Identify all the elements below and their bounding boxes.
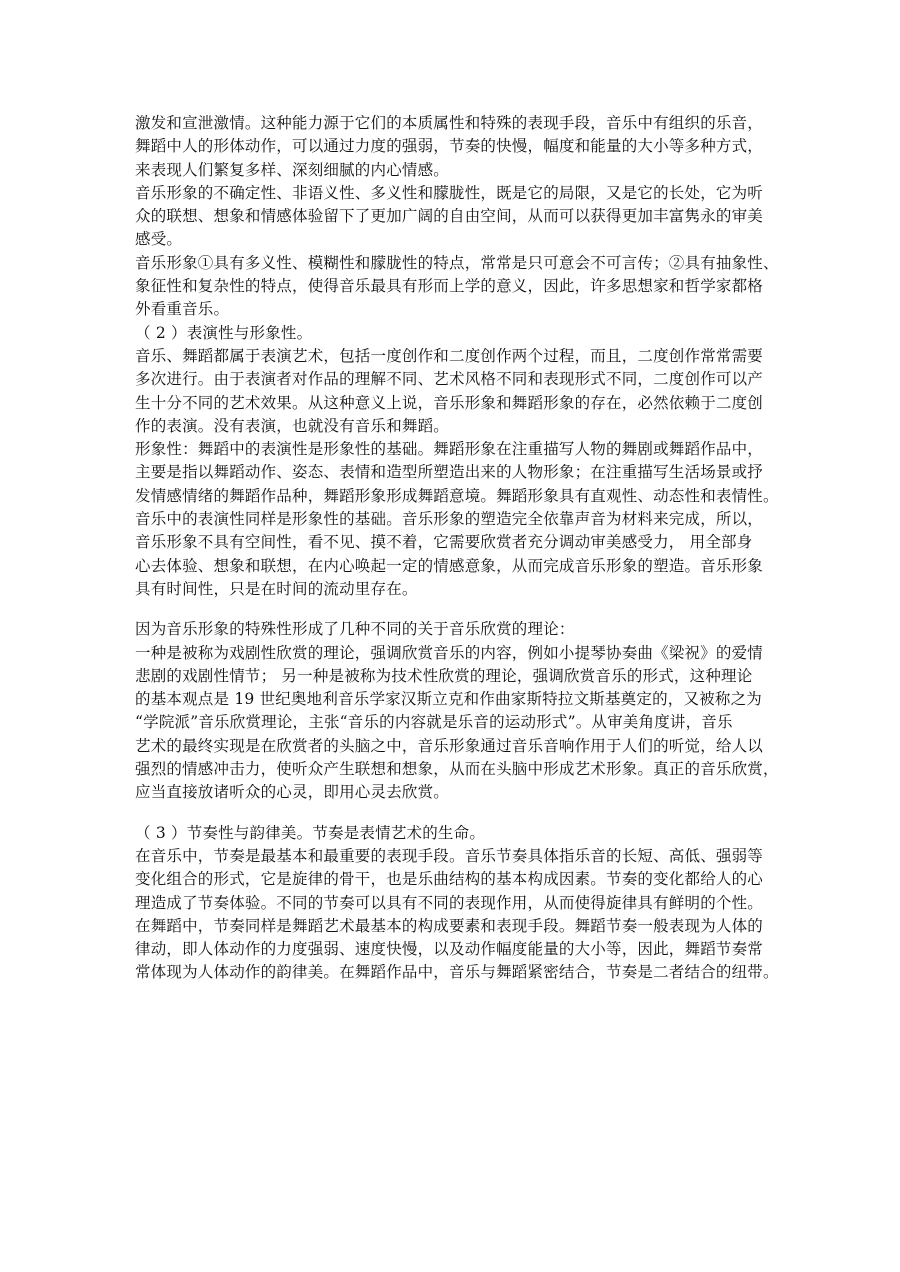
text-line: 生十分不同的艺术效果。从这种意义上说，音乐形象和舞蹈形象的存在，必然依赖于二度创 (135, 393, 764, 412)
text-line: 音乐形象不具有空间性，看不见、摸不着，它需要欣赏者充分调动审美感受力， 用全部身 (135, 533, 753, 552)
text-line: 音乐形象①具有多义性、模糊性和朦胧性的特点，常常是只可意会不可言传；②具有抽象性、 (135, 253, 779, 272)
text-line: 在音乐中，节奏是最基本和最重要的表现手段。音乐节奏具体指乐音的长短、高低、强弱等 (135, 846, 764, 865)
text-line: 一种是被称为戏剧性欣赏的理论，强调欣赏音乐的内容，例如小提琴协奏曲《梁祝》的爱情 (135, 643, 764, 662)
text-line: 作的表演。没有表演，也就没有音乐和舞蹈。 (135, 416, 450, 435)
text-line: 众的联想、想象和情感体验留下了更加广阔的自由空间，从而可以获得更加丰富隽永的审美 (135, 207, 764, 226)
text-line: 多次进行。由于表演者对作品的理解不同、艺术风格不同和表现形式不同，二度创作可以产 (135, 370, 764, 389)
text-line: 感受。 (135, 230, 183, 249)
paragraph-spacer (135, 601, 765, 618)
text-line: 激发和宣泄激情。这种能力源于它们的本质属性和特殊的表现手段，音乐中有组织的乐音， (135, 114, 764, 132)
text-line: 在舞蹈中，节奏同样是舞蹈艺术最基本的构成要素和表现手段。舞蹈节奏一般表现为人体的 (135, 916, 764, 935)
text-line: 音乐中的表演性同样是形象性的基础。音乐形象的塑造完全依靠声音为材料来完成，所以， (135, 510, 764, 529)
text-line: 的基本观点是 19 世纪奥地利音乐学家汉斯立克和作曲家斯特拉文斯基奠定的，又被称之为 (135, 690, 762, 709)
text-line: 来表现人们繁复多样、深刻细腻的内心情感。 (135, 160, 450, 179)
paragraph-spacer (135, 805, 765, 822)
text-line: 象征性和复杂性的特点，使得音乐最具有形而上学的意义，因此，许多思想家和哲学家都格 (135, 277, 764, 296)
text-line: 艺术的最终实现是在欣赏者的头脑之中，音乐形象通过音乐音响作用于人们的听觉，给人以 (135, 736, 764, 755)
text-line: 强烈的情感冲击力，使听众产生联想和想象，从而在头脑中形成艺术形象。真正的音乐欣赏， (135, 760, 779, 779)
text-line: 发情感情绪的舞蹈作品种，舞蹈形象形成舞蹈意境。舞蹈形象具有直观性、动态性和表情性。 (135, 486, 779, 505)
text-line: 形象性：舞蹈中的表演性是形象性的基础。舞蹈形象在注重描写人物的舞剧或舞蹈作品中， (135, 440, 764, 459)
text-line: 具有时间性，只是在时间的流动里存在。 (135, 579, 418, 598)
text-line: 主要是指以舞蹈动作、姿态、表情和造型所塑造出来的人物形象；在注重描写生活场景或抒 (135, 463, 764, 482)
text-line: 心去体验、想象和联想，在内心唤起一定的情感意象，从而完成音乐形象的塑造。音乐形象 (135, 556, 764, 575)
text-line: “学院派”音乐欣赏理论，主张“音乐的内容就是乐音的运动形式”。从审美角度讲，音乐 (135, 713, 733, 732)
paragraph-group-3 (135, 822, 779, 985)
text-line: 律动，即人体动作的力度强弱、速度快慢，以及动作幅度能量的大小等，因此，舞蹈节奏常 (135, 940, 764, 959)
paragraph-group-2 (135, 618, 779, 804)
paragraph-group-1 (135, 112, 779, 601)
text-line: 因为音乐形象的特殊性形成了几种不同的关于音乐欣赏的理论： (135, 620, 575, 639)
text-line: 理造成了节奏体验。不同的节奏可以具有不同的表现作用，从而使得旋律具有鲜明的个性。 (135, 893, 764, 912)
text-line: 悲剧的戏剧性情节； 另一种是被称为技术性欣赏的理论，强调欣赏音乐的形式，这种理论 (135, 666, 753, 685)
text-line: 舞蹈中人的形体动作，可以通过力度的强弱，节奏的快慢，幅度和能量的大小等多种方式， (135, 137, 764, 156)
text-line: 常体现为人体动作的韵律美。在舞蹈作品中，音乐与舞蹈紧密结合，节奏是二者结合的纽带。 (135, 963, 779, 982)
text-line: 应当直接放诸听众的心灵，即用心灵去欣赏。 (135, 783, 450, 802)
text-line: 音乐、舞蹈都属于表演艺术，包括一度创作和二度创作两个过程，而且，二度创作常常需要 (135, 346, 764, 365)
text-line: 变化组合的形式，它是旋律的骨干，也是乐曲结构的基本构成因素。节奏的变化都给人的心 (135, 870, 764, 889)
document-body (135, 112, 779, 985)
text-line: 音乐形象的不确定性、非语义性、多义性和朦胧性，既是它的局限，又是它的长处，它为听 (135, 183, 764, 202)
section-heading: （ 2 ）表演性与形象性。 (135, 323, 313, 342)
section-heading: （ 3 ）节奏性与韵律美。节奏是表情艺术的生命。 (135, 823, 486, 842)
text-line: 外看重音乐。 (135, 300, 230, 319)
